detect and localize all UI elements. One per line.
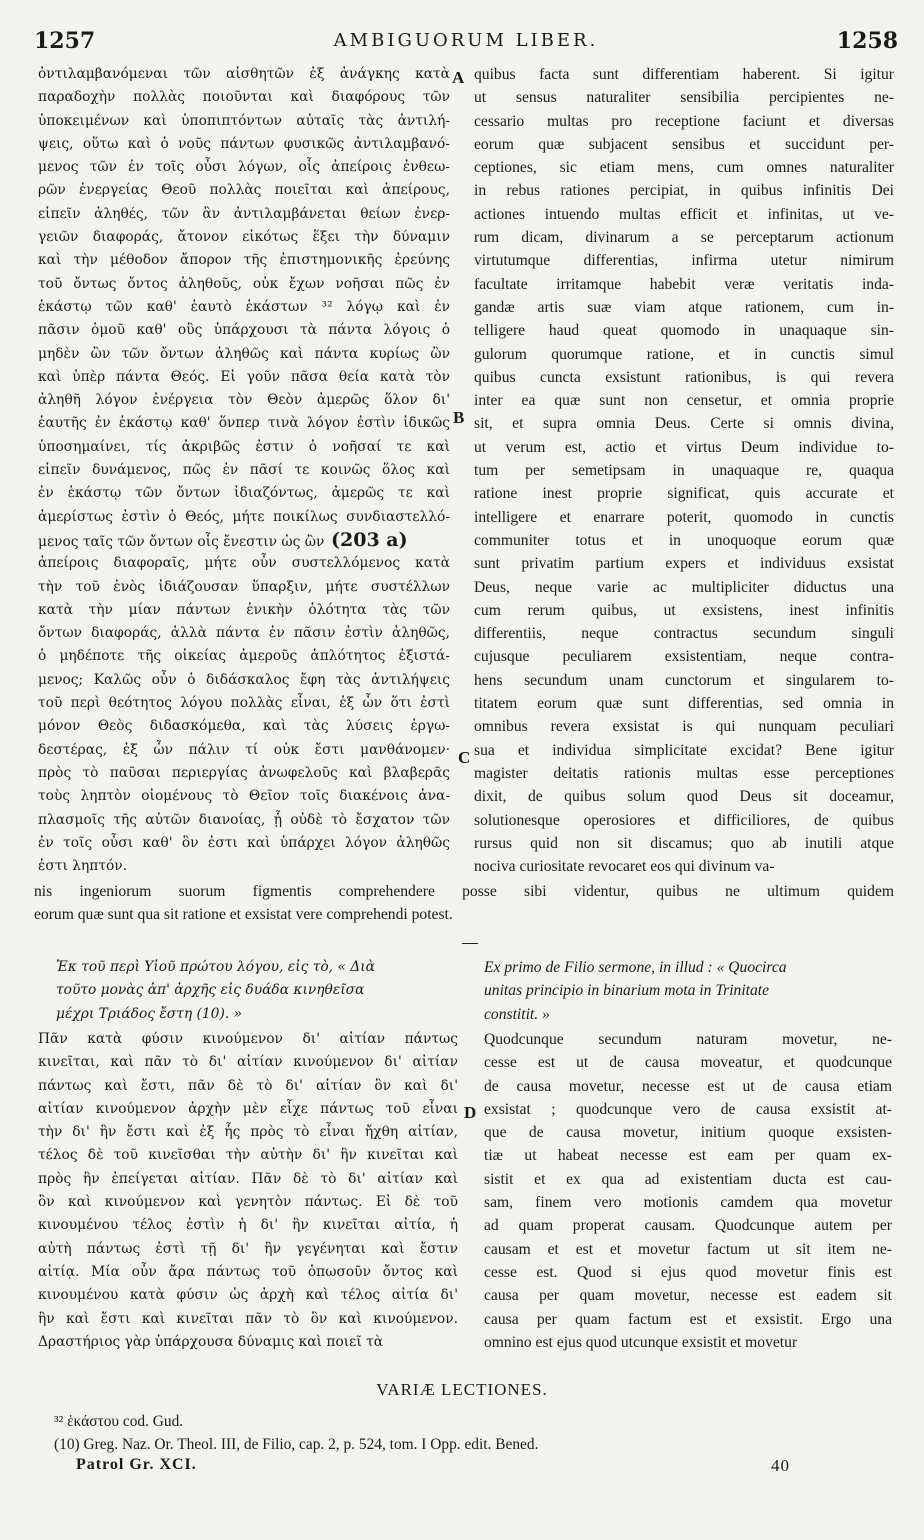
latin-section-heading	[484, 956, 892, 1026]
text-line: εἰπεῖν ἀληθές, τῶν ἂν ἀντιλαμβάνεται θείων ἐνερ-	[38, 205, 450, 222]
text-line: intelligere et enarrare poterit, quomodo in cunctis	[474, 508, 894, 526]
text-line: telligere haud queat quomodo in unaquaque sin-	[474, 322, 894, 340]
text-line: κινουμένου τέλος ἐστὶν ἡ δι' ἣν κινεῖται αἰτία, ἡ	[38, 1217, 458, 1234]
text-line: πρὸς τὸ παῦσαι περιεργίας ἀνωφελοῦς καὶ βλαβερᾶς	[38, 764, 450, 781]
greek-column-top	[38, 63, 450, 878]
text-line: causa per quam movetur, necesse est eadem sit	[484, 1287, 892, 1305]
text-line: facultate irritamque habebit veræ veritatis inda-	[474, 275, 894, 293]
text-line: ἀμερίστως ἐστὶν ὁ Θεός, μήτε ποικίλως συνδιαστελλό-	[38, 508, 450, 525]
text-line: τέλος δὲ τοῦ κινεῖσθαι τὴν αὐτὴν δι' ἣν κινεῖται καὶ	[38, 1147, 458, 1164]
text-line: quibus cuncta exsistunt rationibus, is qui revera	[474, 368, 894, 386]
text-line: ἀληθῆ λόγον ἐνέργεια τὸν Θεὸν ἀμερῶς ὅλον δι'	[38, 392, 450, 409]
text-line: cessario multas pro receptione faciunt et diversas	[474, 112, 894, 130]
text-line: sunt privatim partium expers et individuus exsistat	[474, 555, 894, 573]
text-line: κατὰ τὴν μίαν πάντων ἑνικὴν ὁλότητα τὰς τῶν	[38, 601, 450, 618]
text-line: omnino est ejus quod utcunque exsistit et movetur	[484, 1333, 798, 1351]
text-line: καὶ τὴν μέθοδον ἄπορον τῆς ἐπιστημονικῆς ἐρεύνης	[38, 252, 450, 269]
text-line: cum rerum quibus, ut exsistens, inest infinitis	[474, 601, 894, 619]
text-line: ceptiones, sic etiam mens, cum omnes naturaliter	[474, 159, 894, 177]
text-line: titatem eorum quæ sunt differentias, sed omnia in	[474, 695, 894, 713]
text-line: in rebus rationes percipiat, in quibus infinitis Dei	[474, 182, 894, 200]
text-line: cesse est. Quod si ejus quod movetur finis est	[484, 1263, 892, 1281]
text-line: communiter totus et in unoquoque eorum quæ	[474, 531, 894, 549]
text-line: τοὺς ληπτὸν οἰομένους τὸ Θεῖον τοῖς διακένοις ἀνα-	[38, 788, 450, 805]
text-line: τὴν τοῦ ἑνὸς ἰδιάζουσαν ὕπαρξιν, μήτε συστέλλων	[38, 578, 450, 595]
page-footer	[76, 1456, 790, 1474]
text-line: sam, finem vero motionis camdem qua movetur	[484, 1194, 892, 1212]
text-line: rum dicam, divinarum a se perceptarum actionum	[474, 229, 894, 247]
text-line: ut verum est, actio et virtus Deum individue to-	[474, 438, 894, 456]
text-line: unitas principio in binarium mota in Trinitate	[484, 982, 770, 1000]
text-line: sit, et supra omnia Deus. Certe si omnis divina,	[474, 415, 894, 433]
text-line: quibus facta sunt differentiam haberent. Si igitur	[474, 66, 894, 83]
text-line: μόνον Θεὸς διδασκόμεθα, καὶ τὰς λύσεις ἐργω-	[38, 718, 450, 735]
text-line: μενος ταῖς τῶν ὄντων οἷς ἔνεστιν ὡς ὢν (203 a)	[38, 528, 408, 551]
text-line: κινουμένου κατὰ φύσιν ὡς ἀρχὴ καὶ τέλος αἰτία δι'	[38, 1287, 458, 1304]
text-line: ὄντων διαφοράς, ἀλλὰ πάντα ἐν πᾶσιν ἐστὶν ἀληθῶς,	[38, 625, 450, 642]
text-line: Ἐκ τοῦ περὶ Υἱοῦ πρώτου λόγου, εἰς τὸ, « Διὰ	[56, 959, 375, 975]
text-line: παραδοχὴν πολλὰς ποιοῦνται καὶ διαφόρους τῶν	[38, 89, 450, 106]
text-line: τὴν δι' ἣν ἔστι καὶ ἐξ ἧς πρὸς τὸ εἶναι ἤχθη αἰτίαν,	[38, 1124, 458, 1141]
text-line: que de causa movetur, initium quoque exsisten-	[484, 1124, 892, 1142]
text-line: ἀπείροις διαφοραῖς, μήτε οὖν συστελλόμενος κατὰ	[38, 555, 450, 572]
page-number-left: 1257	[34, 28, 96, 54]
text-line: δεστέρας, ἐξ ὧν πάλιν τί οὐκ ἔστι μανθάνομεν·	[38, 741, 450, 758]
text-line: μενος; Καλῶς οὖν ὁ διδάσκαλος ἔφη τὰς ἀντιλήψεις	[38, 671, 450, 688]
text-line: ψεις, οὕτω καὶ ὁ νοῦς πάντων φυσικῶς ἀντιλαμβανό-	[38, 135, 450, 152]
column-marker: (203 a)	[324, 528, 408, 551]
text-line: ut sensus naturaliter sensibilia percipientes ne-	[474, 89, 894, 107]
running-title: AMBIGUORUM LIBER.	[333, 30, 599, 51]
margin-letter-c: C	[458, 748, 471, 767]
text-line: ὂν καὶ κινούμενον καὶ γενητὸν πάντως. Εἰ δὲ τοῦ	[38, 1194, 458, 1211]
text-line: ἐν τοῖς οὖσι καθ' ὃν ἐστι καὶ ὑπάρχει λόγον ἀληθῶς	[38, 834, 450, 851]
text-line: πᾶσιν ὁμοῦ καθ' οὓς ὑπάρχουσι τὰ πάντα λόγοις ὁ	[38, 322, 450, 339]
footnote: (10) Greg. Naz. Or. Theol. III, de Filio, cap. 2, p. 524, tom. I Opp. edit. Bened.	[54, 1436, 539, 1453]
text-line: εἰπεῖν δυνάμενος, πῶς ἐν πᾶσί τε κοινῶς ὅλος καὶ	[38, 462, 450, 479]
text-line: nociva curiositate revocaret eos qui divinum va-	[474, 858, 775, 876]
text-line: differentiis, neque contractus secundum singuli	[474, 625, 894, 643]
margin-letter-a: A	[452, 68, 465, 87]
variae-lectiones-title: VARIÆ LECTIONES.	[376, 1380, 548, 1399]
text-line: Ex primo de Filio sermone, in illud : « Quocirca	[484, 959, 787, 976]
text-line: omnibus revera exsistat is qui nunquam peculiari	[474, 718, 894, 736]
latin-full-width-text	[34, 880, 894, 926]
margin-letter-d: D	[464, 1103, 477, 1122]
greek-section-heading	[56, 956, 452, 1026]
text-line: hens secundum unam cunctorum et singularem to-	[474, 671, 894, 689]
text-line: ἐστι ληπτόν.	[38, 858, 128, 875]
text-line: μηδὲν ὢν τῶν ὄντων ἀληθῶς καὶ πάντα κυρίως ὢν	[38, 345, 450, 362]
text-line: ἐν ἑκάστῳ τῶν ὄντων ἰδιαζόντως, ἀμερῶς τε καὶ	[38, 485, 450, 502]
text-line: dixit, de quibus solum quod Deus sit doceamur,	[474, 788, 894, 806]
text-line: ad quam properat causam. Quodcunque autem per	[484, 1217, 892, 1235]
text-line: ὁ μηδέποτε τῆς οἰκείας ἀμεροῦς ἁπλότητος ἐξιστά-	[38, 648, 450, 665]
text-line: τοῦτο μονὰς ἀπ' ἀρχῆς εἰς δυάδα κινηθεῖσα	[56, 982, 365, 999]
section-separator	[462, 943, 478, 944]
text-line: Deus, neque varie ac multipliciter diductus una	[474, 578, 894, 596]
footer-series: Patrol Gr. XCI.	[76, 1456, 197, 1473]
text-line: τοῦ ὄντως ὄντος ἀληθοῦς, οὐκ ἔχων νοῆσαι πῶς ἐν	[38, 275, 450, 292]
text-line: Πᾶν κατὰ φύσιν κινούμενον δι' αἰτίαν πάντως	[38, 1031, 458, 1047]
text-line: sistit et ex qua ad existentiam ducta est cau-	[484, 1170, 892, 1188]
margin-letter-b: B	[453, 408, 465, 427]
text-line: tum per semetipsam in unaquaque re, quaqua	[474, 462, 894, 480]
text-line: ἣν καὶ ἔστι καὶ κινεῖται πᾶν τὸ ὂν καὶ κινούμενον.	[38, 1310, 458, 1327]
text-line: inter ea quæ sunt non censetur, et omnia proprie	[474, 392, 894, 410]
text-line: de causa movetur, necesse est ut de causa etiam	[484, 1077, 892, 1095]
text-line: solutionesque operosiores et difficiliores, de quibus	[474, 811, 894, 829]
page-number-right: 1258	[836, 28, 898, 54]
text-line: gandæ artis suæ viam atque rationem, cum in-	[474, 298, 894, 316]
text-line: tiæ ut habeat necesse est eam per quam ex-	[484, 1147, 892, 1165]
text-line: cujusque peculiarem exsistentiam, neque contra-	[474, 648, 894, 666]
text-line: πάντως καὶ ἔστι, πᾶν δὲ τὸ δι' αἰτίαν ὂν καὶ δι'	[38, 1077, 458, 1094]
text-line: αἰτίαν κινούμενον ἀρχὴν μὲν εἶχε πάντως τοῦ εἶναι	[38, 1100, 458, 1117]
text-line: πρὸς ἣν ἐπείγεται αἰτίαν. Πᾶν δὲ τὸ δι' αἰτίαν καὶ	[38, 1170, 458, 1187]
text-line: τοῦ περὶ θεότητος λόγου πολλὰς εἶναι, ἐξ ὧν ὅτι ἐστὶ	[38, 695, 450, 712]
text-line: κινεῖται, καὶ πᾶν τὸ δι' αἰτίαν κινούμενον δι' αἰτίαν	[38, 1054, 458, 1071]
text-line: rursus quid non sit discamus; quo ab inutili atque	[474, 834, 894, 852]
text-line: Quodcunque secundum naturam movetur, ne-	[484, 1031, 892, 1048]
text-line: πλασμοῖς τῆς αὐτῶν διανοίας, ᾗ οὐδὲ τὸ ἔσχατον τῶν	[38, 811, 450, 828]
text-line: ἑαυτῆς ἐν ἑκάστῳ καθ' ὅνπερ τινὰ λόγον ἐστὶν ἰδικῶς	[38, 415, 450, 432]
text-line: causa per quam factum est et exsistit. Ergo una	[484, 1310, 892, 1328]
text-line: actiones intuendo multas efficit et infinitas, ut ve-	[474, 205, 894, 223]
text-line: γειῶν διαφοράς, ἄτονον εἰκότως ἕξει τὴν δύναμιν	[38, 229, 450, 246]
text-line: cesse est ut de causa moveatur, et quodcunque	[484, 1054, 892, 1072]
text-line: ὀντιλαμβανόμεναι τῶν αἰσθητῶν ἐξ ἀνάγκης κατὰ	[38, 66, 450, 82]
latin-column-top	[474, 63, 894, 878]
footnotes	[54, 1410, 894, 1456]
footer-signature: 40	[771, 1456, 790, 1475]
text-line: causam et est et movetur factum ut sit item ne-	[484, 1240, 892, 1258]
footnote: ³² ἑκάστου cod. Gud.	[54, 1413, 184, 1430]
text-line: Δραστήριος γὰρ ὑπάρχουσα δύναμις καὶ ποιεῖ τὰ	[38, 1333, 384, 1350]
latin-column-bottom	[484, 1028, 892, 1354]
text-line: ὑποκειμένων καὶ ὑποπιπτόντων αὐταῖς τὰς ἀντιλή-	[38, 112, 450, 129]
text-line: sua et individua simplicitate excidat? Bene igitur	[474, 741, 894, 759]
page-header	[34, 28, 898, 54]
text-line: ὑποσημαίνει, τίς ἀκριβῶς ἐστιν ὁ νοῆσαί τε καὶ	[38, 438, 450, 455]
text-line: magister deitatis rationis multas esse perceptiones	[474, 764, 894, 782]
text-line: eorum quæ subjacent sensibus et succidunt per-	[474, 135, 894, 153]
text-line: nis ingeniorum suorum figmentis comprehendere posse sibi videntur, quibus ne ultimum quidem	[34, 883, 894, 900]
text-line: constitit. »	[484, 1005, 550, 1023]
text-line: ρῶν ἐνεργείας Θεοῦ πολλὰς ποιεῖται καὶ ἀπείρους,	[38, 182, 450, 199]
text-line: αὐτὴ πάντως ἐστὶ τῇ δι' ἣν γεγένηται καὶ ἔστιν	[38, 1240, 458, 1257]
text-line: virtutumque differentias, infirma utetur nimirum	[474, 252, 894, 270]
text-line: ratione inest proprie significat, quis accurate et	[474, 485, 894, 503]
text-line: μενος τῶν ἐν τοῖς οὖσι λόγων, οἷς ἀπείροις ἐνθεω-	[38, 159, 450, 176]
text-line: καὶ ὑπὲρ πάντα Θεός. Εἰ γοῦν πᾶσα θεία κατὰ τὸν	[38, 368, 450, 385]
text-line: μέχρι Τριάδος ἔστη (10). »	[56, 1005, 243, 1022]
text-line: ἑκάστῳ τῶν καθ' ἑαυτὸ ἑκάστων ³² λόγῳ καὶ ἐν	[38, 298, 450, 315]
text-line: exsistat ; quodcunque vero de causa exsistit at-	[484, 1100, 892, 1118]
text-line: gulorum quorumque ratione, et in cunctis simul	[474, 345, 894, 363]
text-line: αἰτίᾳ. Μία οὖν ἄρα πάντως τοῦ ὁπωσοῦν ὄντος καὶ	[38, 1263, 458, 1280]
text-line: eorum quæ sunt qua sit ratione et exsistat vere comprehendi potest.	[34, 906, 453, 923]
greek-column-bottom	[38, 1028, 458, 1354]
